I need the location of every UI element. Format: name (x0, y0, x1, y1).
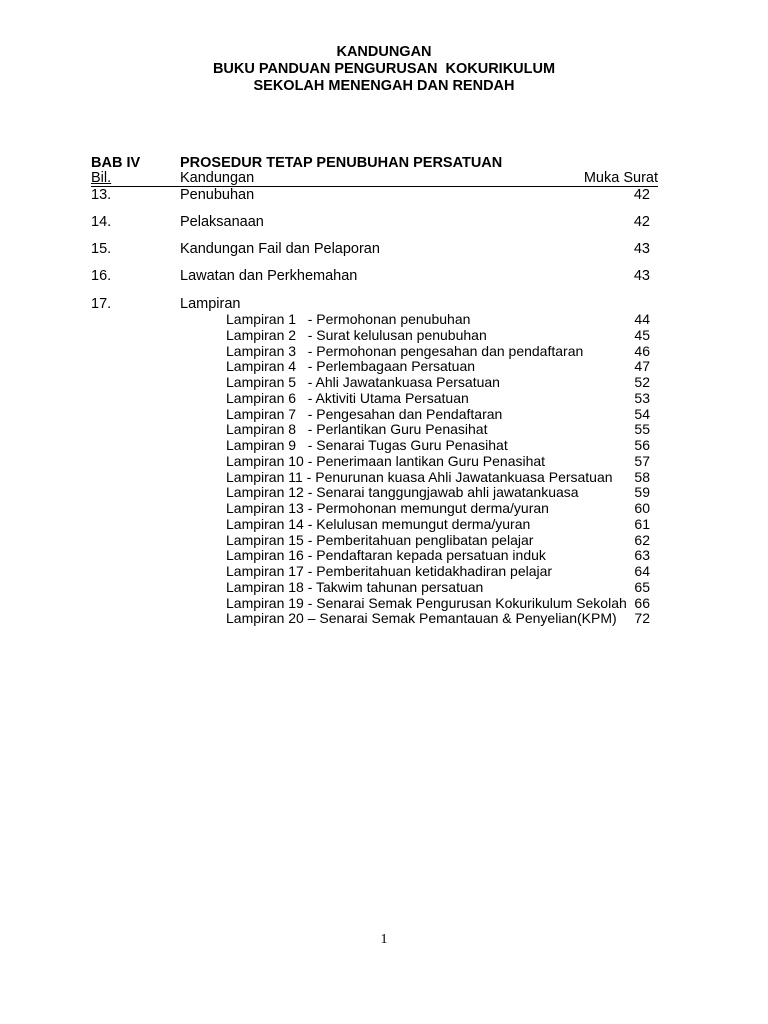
document-title (0, 44, 768, 95)
entry-title: Lampiran (180, 296, 241, 312)
column-headers (91, 170, 658, 187)
lampiran-page: 62 (634, 531, 650, 548)
lampiran-page: 45 (634, 326, 650, 343)
column-muka-surat: Muka Surat (583, 170, 658, 186)
lampiran-entry (226, 516, 650, 532)
lampiran-page: 66 (634, 594, 650, 611)
lampiran-title: Lampiran 3 - Permohonan pengesahan dan pendaftaran (226, 342, 584, 359)
title-line: SEKOLAH MENENGAH DAN RENDAH (253, 78, 515, 94)
lampiran-page: 47 (634, 358, 650, 375)
lampiran-title: Lampiran 12 - Senarai tanggungjawab ahli jawatankuasa (226, 484, 579, 501)
lampiran-entry (226, 327, 650, 343)
column-bil: Bil. (91, 170, 112, 186)
lampiran-title: Lampiran 10 - Penerimaan lantikan Guru Penasihat (226, 452, 546, 469)
lampiran-entry (226, 358, 650, 374)
lampiran-title: Lampiran 19 - Senarai Semak Pengurusan Kokurikulum Sekolah (226, 594, 627, 611)
entry-number: 16. (91, 268, 112, 284)
entry-title: Kandungan Fail dan Pelaporan (180, 241, 380, 257)
entry-title: Pelaksanaan (180, 214, 264, 230)
lampiran-entry (226, 343, 650, 359)
lampiran-page: 61 (634, 515, 650, 532)
lampiran-entry (226, 563, 650, 579)
lampiran-entry (226, 469, 650, 485)
lampiran-page: 54 (634, 405, 650, 422)
lampiran-title: Lampiran 1 - Permohonan penubuhan (226, 311, 471, 327)
lampiran-entry (226, 547, 650, 563)
toc-entry (91, 187, 650, 204)
toc-entry (91, 214, 650, 231)
lampiran-title: Lampiran 17 - Pemberitahuan ketidakhadiran pelajar (226, 563, 553, 579)
lampiran-entry (226, 437, 650, 453)
lampiran-entry (226, 311, 650, 327)
lampiran-page: 65 (634, 578, 650, 595)
entry-page: 43 (633, 268, 650, 284)
page-number: 1 (380, 932, 388, 947)
lampiran-title: Lampiran 4 - Perlembagaan Persatuan (226, 358, 476, 375)
lampiran-entry (226, 595, 650, 611)
lampiran-entry (226, 421, 650, 437)
entry-number: 13. (91, 187, 112, 203)
entry-page: 42 (633, 187, 650, 203)
title-line: BUKU PANDUAN PENGURUSAN KOKURIKULUM (212, 61, 556, 77)
lampiran-entry (226, 484, 650, 500)
title-line: KANDUNGAN (336, 44, 432, 60)
lampiran-title: Lampiran 18 - Takwim tahunan persatuan (226, 578, 484, 595)
lampiran-entry (226, 579, 650, 595)
entry-page: 43 (633, 241, 650, 257)
lampiran-page: 46 (634, 342, 650, 359)
lampiran-title: Lampiran 13 - Permohonan memungut derma/yuran (226, 500, 549, 516)
lampiran-title: Lampiran 2 - Surat kelulusan penubuhan (226, 326, 487, 343)
lampiran-page: 72 (634, 610, 650, 627)
lampiran-title: Lampiran 11 - Penurunan kuasa Ahli Jawatankuasa Persatuan (226, 468, 613, 485)
toc-entry (91, 241, 650, 258)
entry-number: 17. (91, 296, 112, 312)
lampiran-entry (226, 500, 650, 516)
lampiran-title: Lampiran 8 - Perlantikan Guru Penasihat (226, 421, 488, 438)
entry-number: 15. (91, 241, 112, 257)
chapter-title: PROSEDUR TETAP PENUBUHAN PERSATUAN (180, 155, 503, 171)
lampiran-entry (226, 453, 650, 469)
lampiran-page: 52 (634, 374, 650, 390)
entry-title: Penubuhan (180, 187, 255, 203)
lampiran-title: Lampiran 9 - Senarai Tugas Guru Penasihat (226, 437, 508, 453)
lampiran-entry (226, 532, 650, 548)
lampiran-title: Lampiran 5 - Ahli Jawatankuasa Persatuan (226, 374, 500, 390)
lampiran-page: 64 (634, 563, 650, 579)
lampiran-page: 55 (634, 421, 650, 438)
entry-number: 14. (91, 214, 112, 230)
lampiran-title: Lampiran 14 - Kelulusan memungut derma/yuran (226, 515, 531, 532)
toc-entry (91, 268, 650, 285)
lampiran-title: Lampiran 20 – Senarai Semak Pemantauan & Penyelian(KPM) (226, 610, 617, 627)
lampiran-page: 56 (634, 437, 650, 453)
lampiran-title: Lampiran 15 - Pemberitahuan penglibatan pelajar (226, 531, 534, 548)
lampiran-entry (226, 390, 650, 406)
lampiran-title: Lampiran 6 - Aktiviti Utama Persatuan (226, 389, 469, 406)
chapter-label: BAB IV (91, 155, 141, 171)
lampiran-page: 59 (634, 484, 650, 501)
entry-title: Lawatan dan Perkhemahan (180, 268, 358, 284)
lampiran-title: Lampiran 16 - Pendaftaran kepada persatuan induk (226, 547, 546, 564)
lampiran-page: 58 (634, 468, 650, 485)
chapter-header (91, 155, 661, 171)
lampiran-title: Lampiran 7 - Pengesahan dan Pendaftaran (226, 405, 503, 422)
column-kandungan: Kandungan (180, 170, 255, 186)
lampiran-entry (226, 374, 650, 390)
lampiran-page: 57 (634, 452, 650, 469)
lampiran-entry (226, 610, 650, 626)
lampiran-page: 53 (634, 389, 650, 406)
lampiran-page: 63 (634, 547, 650, 564)
lampiran-page: 60 (634, 500, 650, 516)
entry-page: 42 (633, 214, 650, 230)
lampiran-entry (226, 406, 650, 422)
lampiran-page: 44 (634, 311, 650, 327)
